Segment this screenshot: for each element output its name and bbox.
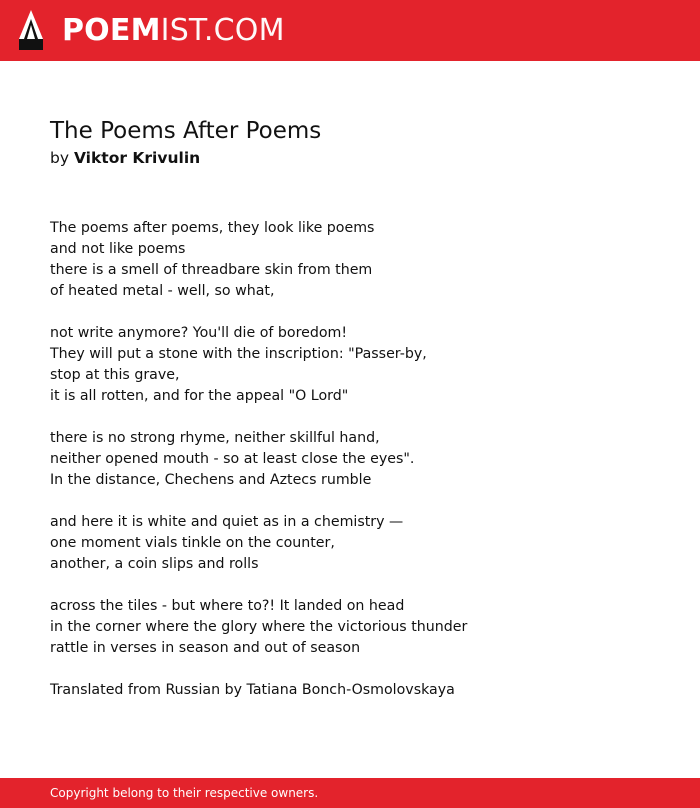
poem-line: and not like poems xyxy=(50,241,186,257)
by-label: by xyxy=(50,149,70,167)
copyright-text: Copyright belong to their respective owners. xyxy=(50,786,319,800)
poem-line: rattle in verses in season and out of season xyxy=(50,640,361,656)
poem-line: it is all rotten, and for the appeal "O Lord" xyxy=(50,388,349,404)
poem-content xyxy=(50,115,650,701)
site-logo-text[interactable] xyxy=(62,12,285,50)
poem-line: in the corner where the glory where the victorious thunder xyxy=(50,619,468,635)
poem-line: stop at this grave, xyxy=(50,367,180,383)
poem-line: there is no strong rhyme, neither skillful hand, xyxy=(50,430,380,446)
stanza-1 xyxy=(50,218,650,302)
stanza-3 xyxy=(50,428,650,491)
poem-line: and here it is white and quiet as in a chemistry — xyxy=(50,514,404,530)
poem-line: The poems after poems, they look like poems xyxy=(50,220,375,236)
stanza-4 xyxy=(50,512,650,575)
poem-body xyxy=(50,218,650,701)
brand-strong-text: POEM xyxy=(62,13,161,48)
author-name: Viktor Krivulin xyxy=(73,149,201,167)
byline xyxy=(50,147,650,169)
stanza-5 xyxy=(50,596,650,659)
pencil-icon[interactable] xyxy=(17,9,45,51)
site-footer xyxy=(0,778,700,808)
brand-light-text: IST.COM xyxy=(160,13,285,48)
poem-line: In the distance, Chechens and Aztecs rumble xyxy=(50,472,372,488)
site-header xyxy=(0,0,700,61)
poem-line: one moment vials tinkle on the counter, xyxy=(50,535,335,551)
poem-line: not write anymore? You'll die of boredom! xyxy=(50,325,348,341)
stanza-2 xyxy=(50,323,650,407)
poem-title: The Poems After Poems xyxy=(50,118,322,144)
poem-line: there is a smell of threadbare skin from them xyxy=(50,262,373,278)
poem-line: of heated metal - well, so what, xyxy=(50,283,275,299)
poem-line: another, a coin slips and rolls xyxy=(50,556,259,572)
poem-line: neither opened mouth - so at least close the eyes". xyxy=(50,451,415,467)
translator-note: Translated from Russian by Tatiana Bonch-Osmolovskaya xyxy=(50,682,455,698)
poem-line: They will put a stone with the inscription: "Passer-by, xyxy=(50,346,427,362)
poem-line: across the tiles - but where to?! It landed on head xyxy=(50,598,405,614)
